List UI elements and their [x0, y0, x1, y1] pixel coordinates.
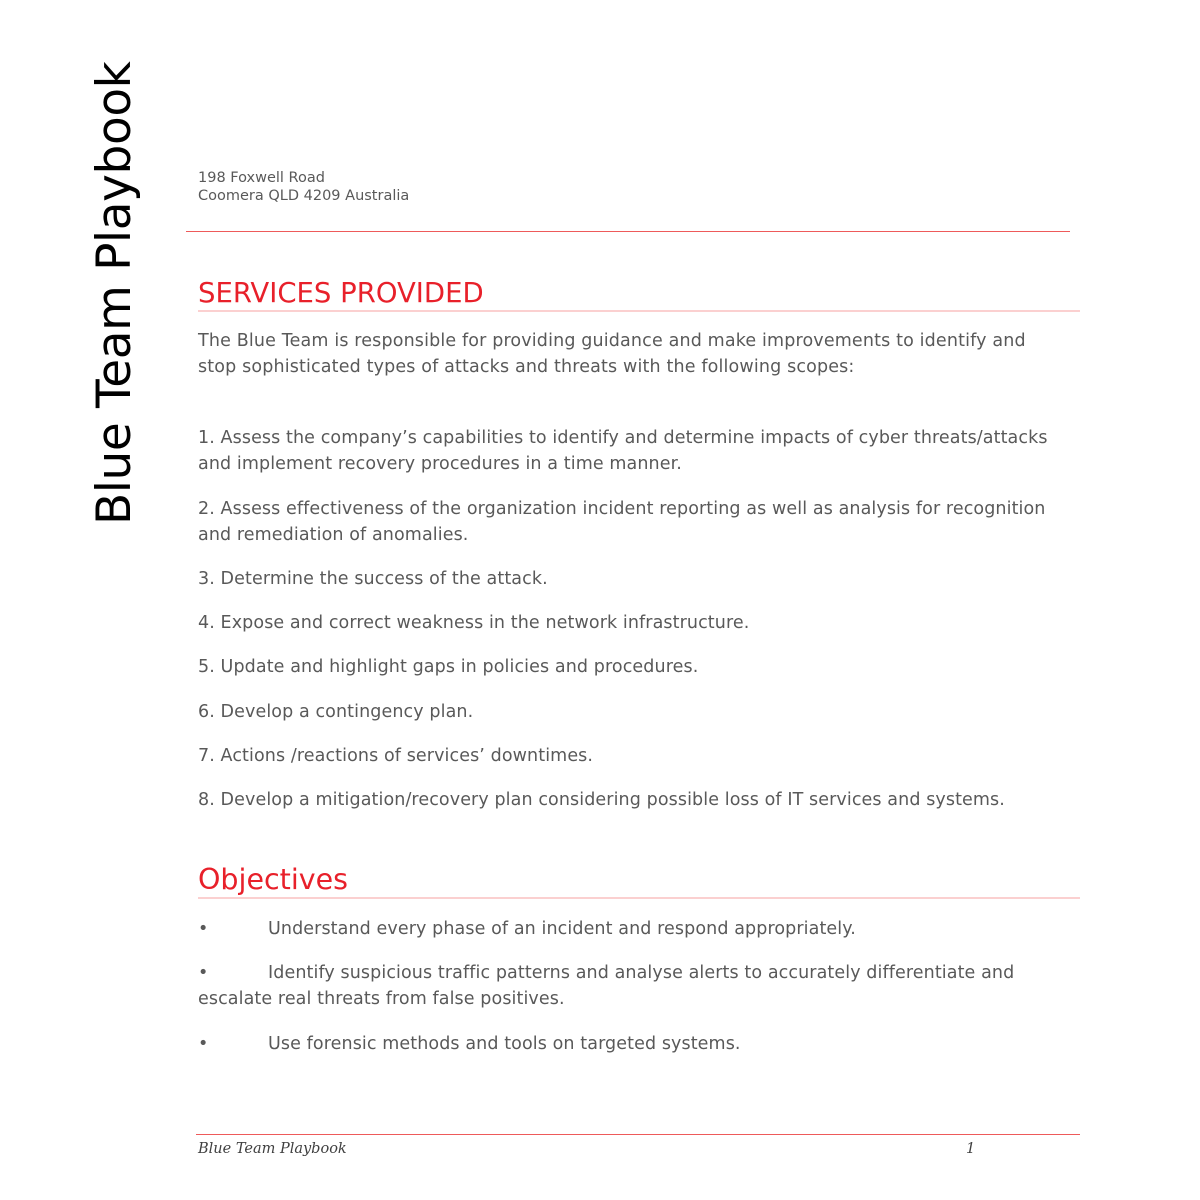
- side-title: Blue Team Playbook: [87, 61, 142, 525]
- footer-title: Blue Team Playbook: [198, 1141, 347, 1157]
- services-item: 3. Determine the success of the attack.: [198, 569, 548, 589]
- objectives-heading: Objectives: [198, 863, 348, 896]
- services-intro: The Blue Team is responsible for providing guidance and make improvements to identify and stop sophisticated types of attacks and threats with the following scopes:: [198, 331, 1026, 377]
- services-item: 6. Develop a contingency plan.: [198, 702, 474, 722]
- services-heading-rule: [198, 310, 1080, 312]
- objective-item: [198, 1031, 1078, 1057]
- services-item: 4. Expose and correct weakness in the network infrastructure.: [198, 613, 750, 633]
- address-line-1: 198 Foxwell Road: [198, 170, 325, 186]
- objective-item: [198, 960, 1078, 1012]
- services-item: 1. Assess the company’s capabilities to identify and determine impacts of cyber threats/attacks and implement recovery procedures in a time manner.: [198, 428, 1048, 474]
- services-item: 8. Develop a mitigation/recovery plan considering possible loss of IT services and systems.: [198, 790, 1005, 810]
- services-item: 7. Actions /reactions of services’ downtimes.: [198, 746, 594, 766]
- bullet-icon: •: [198, 963, 209, 983]
- footer-divider: [196, 1134, 1080, 1135]
- address-line-2: Coomera QLD 4209 Australia: [198, 188, 410, 204]
- objective-text: Identify suspicious traffic patterns and analyse alerts to accurately differentiate and escalate real threats from false positives.: [198, 963, 1015, 1009]
- header-divider: [186, 231, 1070, 232]
- bullet-icon: •: [198, 1034, 209, 1054]
- objectives-heading-rule: [198, 897, 1080, 899]
- services-item: 5. Update and highlight gaps in policies and procedures.: [198, 657, 699, 677]
- objective-text: Understand every phase of an incident and respond appropriately.: [268, 919, 856, 939]
- page-number: 1: [966, 1141, 976, 1157]
- services-item: 2. Assess effectiveness of the organization incident reporting as well as analysis for recognition and remediation of anomalies.: [198, 499, 1046, 545]
- services-heading: SERVICES PROVIDED: [198, 277, 484, 309]
- address-block: [198, 169, 409, 205]
- bullet-icon: •: [198, 919, 209, 939]
- objective-item: [198, 916, 1078, 942]
- objective-text: Use forensic methods and tools on targeted systems.: [268, 1034, 741, 1054]
